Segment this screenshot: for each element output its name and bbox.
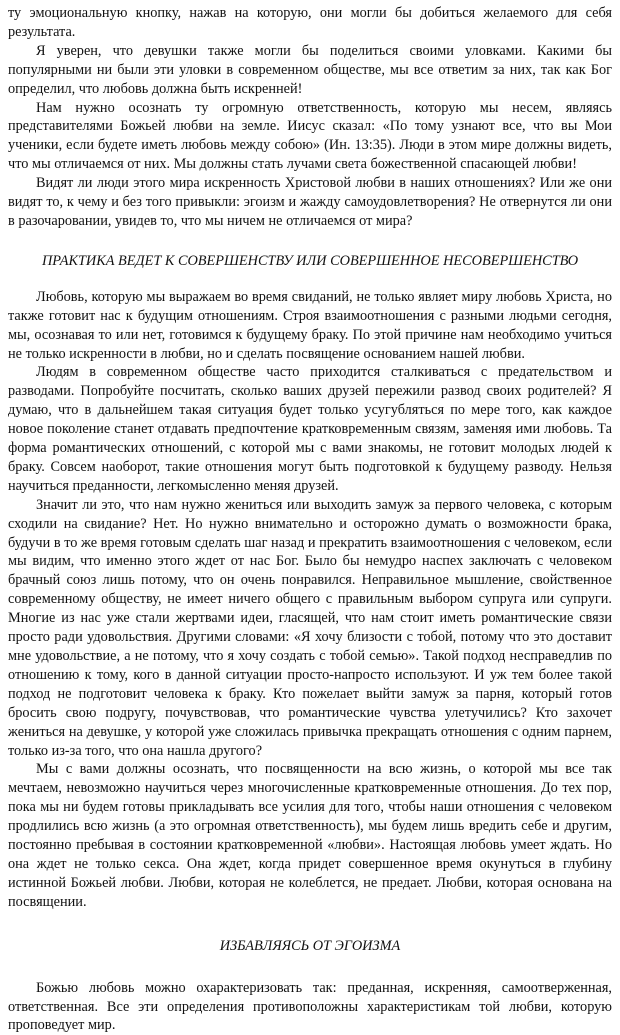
paragraph: Божью любовь можно охарактеризовать так: преданная, искренняя, самоотверженная, ответственная. Все эти определения противоположны характеристикам той любви, которую проповедует мир.	[8, 979, 612, 1034]
paragraph: Мы с вами должны осознать, что посвященности на всю жизнь, о которой мы все так мечтаем, невозможно научиться через многочисленные кратковременные отношения. До тех пор, пока мы ни будем готовы прикладывать все усилия для того, чтобы наши отношения с человеком продлились всю жизнь (а это огромная ответственность), мы будем лишь вредить себе и другим, постоянно пребывая в состоянии кратковременной «любви». Настоящая любовь умеет ждать. Но она ждет не только секса. Она ждет, когда придет совершенное время окунуться в глубину истинной Божьей любви. Любви, которая не колеблется, не предает. Любви, которая основана на посвящении.	[8, 761, 612, 910]
paragraph: Людям в современном обществе часто приходится сталкиваться с предательством и разводами. Попробуйте посчитать, сколько ваших друзей пережили развод своих родителей? Я думаю, что в дальнейшем такая ситуация будет только усугубляться по мере того, как каждое новое поколение станет отдавать предпочтение кратковременным связям, заменяя ими любовь. Та форма романтических отношений, с которой мы с вами знакомы, не готовит молодых людей к браку. Совсем наоборот, такие отношения могут быть подготовкой к будущему разводу. Нельзя научиться преданности, легкомысленно меняя друзей.	[8, 364, 612, 494]
section-heading: ПРАКТИКА ВЕДЕТ К СОВЕРШЕНСТВУ ИЛИ СОВЕРШЕННОЕ НЕСОВЕРШЕНСТВО	[41, 252, 579, 269]
paragraph: Я уверен, что девушки также могли бы поделиться своими уловками. Какими бы популярными ни были эти уловки в современном обществе, мы все ответим за них, так как Бог определил, что любовь должна быть искренней!	[8, 42, 612, 97]
paragraph: Значит ли это, что нам нужно жениться или выходить замуж за первого человека, с которым сходили на свидание? Нет. Но нужно внимательно и осторожно думать о возможности брака, будучи в то же время готовым сделать шаг назад и прекратить взаимоотношения с человеком, если мы видим, что именно этого ждет от нас Бог. Было бы немудро наспех заключать с человеком брачный союз лишь потому, что он очень понравился. Неправильное мышление, свойственное современному обществу, не имеет ничего общего с правильным выбором супруга или супруги. Многие из нас уже стали жертвами идеи, гласящей, что нам стоит иметь романтические связи просто ради удовольствия. Другими словами: «Я хочу близости с тобой, потому что это доставит мне удовольствие, а не потому, что я хочу создать с тобой семью». Такой подход несправедлив по отношению к тому, кого в данной ситуации просто-напросто используют. И уж тем более такой подход не подготовит человека к браку. Кто пожелает выйти замуж за парня, который готов бросить свою подругу, почувствовав, что романтические чувства улетучились? Кто захочет жениться на девушке, у которой уже сложилась привычка прекращать отношения с одним парнем, только из-за того, что она нашла другого?	[8, 496, 612, 759]
paragraph: Нам нужно осознать ту огромную ответственность, которую мы несем, являясь представителями Божьей любви на земле. Иисус сказал: «По тому узнают все, что вы Мои ученики, если будете иметь любовь между собою» (Ин. 13:35). Люди в этом мире должны видеть, что мы отличаемся от них. Мы должны стать лучами света божественной спасающей любви!	[8, 99, 612, 173]
section-heading: ИЗБАВЛЯЯСЬ ОТ ЭГОИЗМА	[219, 937, 401, 954]
paragraph: Любовь, которую мы выражаем во время свиданий, не только являет миру любовь Христа, но также готовит нас к будущим отношениям. Строя взаимоотношения с разными людьми сегодня, мы, осознавая то или нет, готовимся к будущему браку. По этой причине нам необходимо учиться не только искренности в любви, но и сделать посвящение основанием нашей любви.	[8, 288, 612, 362]
paragraph: ту эмоциональную кнопку, нажав на которую, они могли бы добиться желаемого для себя результата.	[8, 5, 612, 40]
paragraph: Видят ли люди этого мира искренность Христовой любви в наших отношениях? Или же они видят то, к чему и без того привыкли: эгоизм и жажду самоудовлетворения? Не отвернутся ли они в разочаровании, увидев то, что мы ничем не отличаемся от мира?	[8, 175, 612, 229]
